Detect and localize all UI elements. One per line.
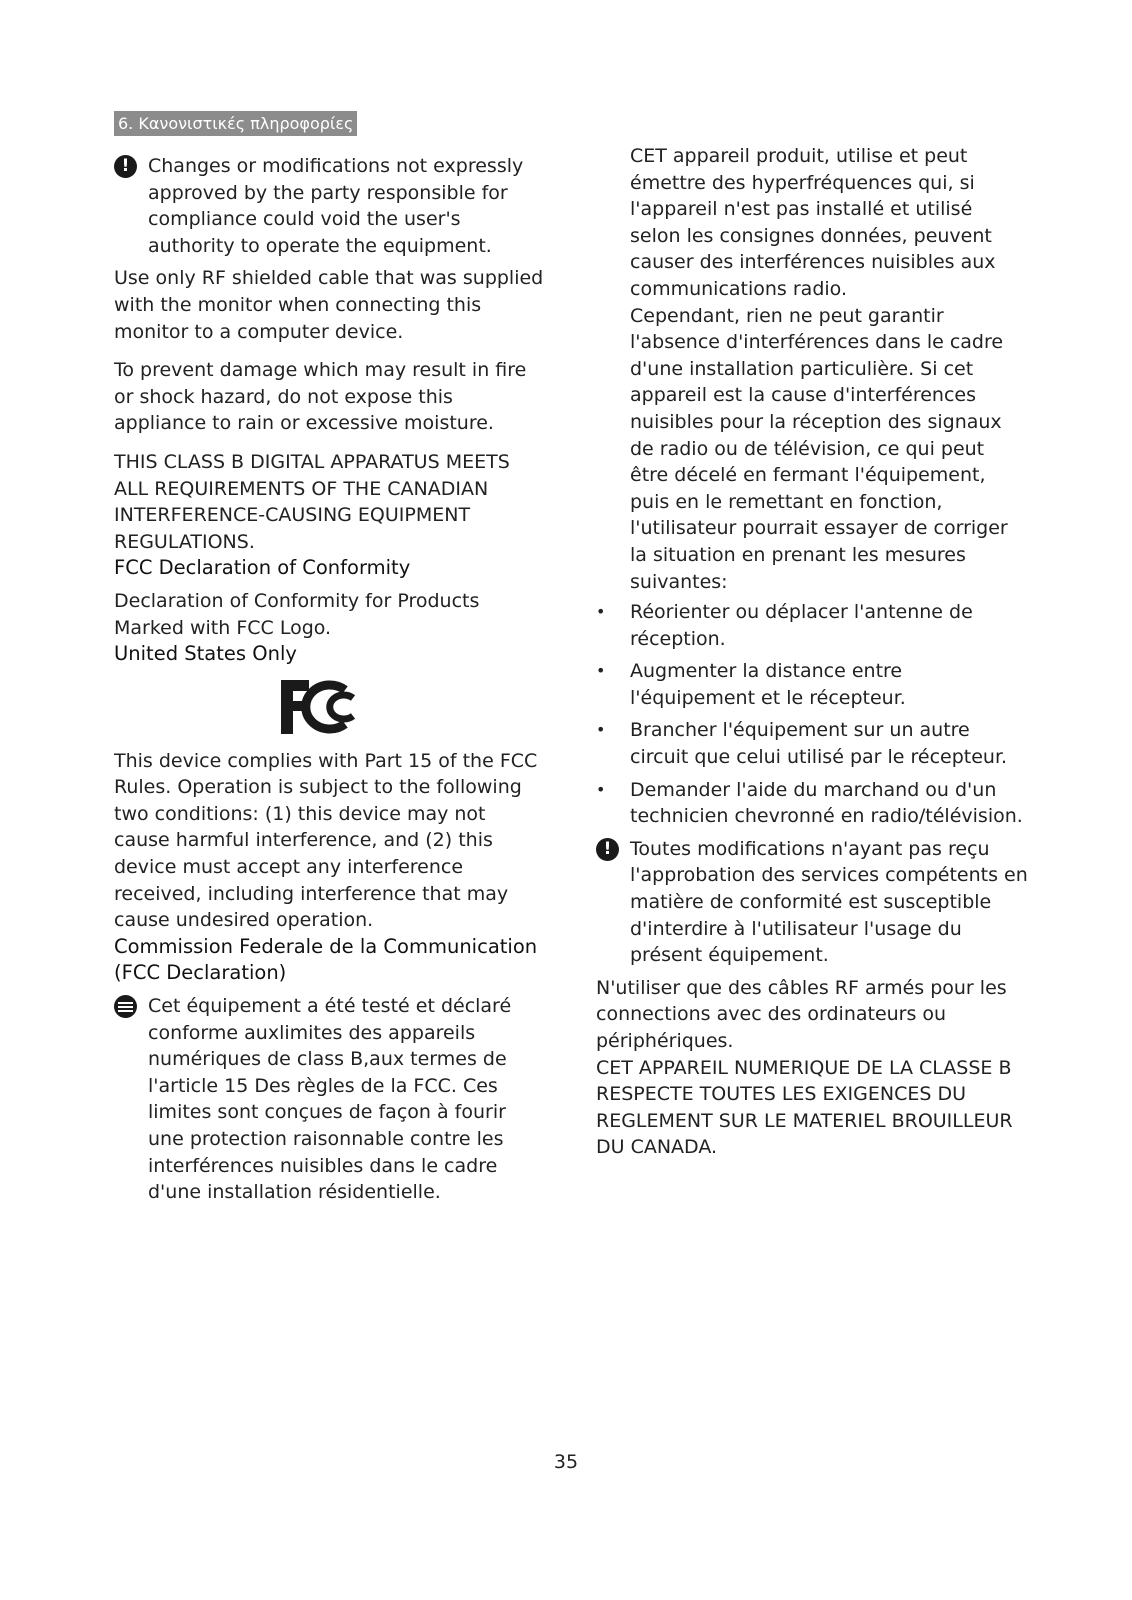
list-item-text: Réorienter ou déplacer l'antenne de réception. xyxy=(630,601,973,650)
part15-paragraph: This device complies with Part 15 of the FCC Rules. Operation is subject to the following two conditions: (1) this device may not cause harmful interference, and (2) this device must accept any interference received, including interference that may cause undesired operation. xyxy=(114,749,538,932)
section-tag: 6. Κανονιστικές πληροφορίες xyxy=(114,111,357,136)
class-b-paragraph: THIS CLASS B DIGITAL APPARATUS MEETS ALL REQUIREMENTS OF THE CANADIAN INTERFERENCE-CAUSING EQUIPMENT REGULATIONS. xyxy=(114,450,510,553)
cependant-paragraph: Cependant, rien ne peut garantir l'absence d'interférences dans le cadre d'une installation particulière. Si cet appareil est la cause d'interférences nuisibles pour la réception des signaux de radio ou de télévision, ce qui peut être décelé en fermant l'équipement, puis en le remettant en fonction, l'utilisateur pourrait essayer de corriger la situation en prenant les mesures suivantes: xyxy=(630,304,1008,593)
fcc-logo-icon xyxy=(279,676,363,738)
bullet-icon: • xyxy=(596,602,606,622)
fcc-declaration-paragraph: Declaration of Conformity for Products Marked with FCC Logo. xyxy=(114,589,480,639)
damage-paragraph: To prevent damage which may result in fire or shock hazard, do not expose this appliance to rain or excessive moisture. xyxy=(114,359,527,435)
note-icon xyxy=(114,995,137,1018)
warning-text-fr: Toutes modifications n'ayant pas reçu l'approbation des services compétents en matière de conformité est susceptible d'interdire à l'utilisateur l'usage du présent équipement. xyxy=(630,837,1028,967)
warning-icon: ! xyxy=(596,838,619,861)
cet-paragraph: CET appareil produit, utilise et peut émettre des hyperfréquences qui, si l'appareil n'est pas installé et utilisé selon les consignes données, peuvent causer des interférences nuisibles aux communications radio. xyxy=(630,145,996,300)
fcc-declaration-heading: FCC Declaration of Conformity xyxy=(114,556,411,580)
warning-text: Changes or modifications not expressly approved by the party responsible for compliance could void the user's authority to operate the equipment. xyxy=(148,155,524,257)
cable-paragraph: Use only RF shielded cable that was supplied with the monitor when connecting this monitor to a computer device. xyxy=(114,267,544,343)
page-number: 35 xyxy=(553,1451,579,1473)
list-item xyxy=(596,599,1028,652)
warning-icon: ! xyxy=(114,155,137,178)
list-item xyxy=(596,658,1028,711)
bullet-icon: • xyxy=(596,779,606,799)
note-notice xyxy=(114,993,546,1206)
cables-paragraph: N'utiliser que des câbles RF armés pour les connections avec des ordinateurs ou périphériques. xyxy=(596,976,1007,1052)
right-column xyxy=(596,143,1028,1161)
list-item-text: Demander l'aide du marchand ou d'un technicien chevronné en radio/télévision. xyxy=(630,778,1023,828)
list-item xyxy=(596,717,1028,770)
bullet-icon: • xyxy=(596,720,606,740)
commission-heading: Commission Federale de la Communication (FCC Declaration) xyxy=(114,934,538,985)
warning-notice xyxy=(114,153,546,259)
classe-b-paragraph: CET APPAREIL NUMERIQUE DE LA CLASSE B RESPECTE TOUTES LES EXIGENCES DU REGLEMENT SUR LE MATERIEL BROUILLEUR DU CANADA. xyxy=(596,1056,1013,1159)
warning-notice-fr xyxy=(596,836,1028,969)
list-item-text: Brancher l'équipement sur un autre circuit que celui utilisé par le récepteur. xyxy=(630,719,1008,769)
left-column xyxy=(114,153,546,1206)
us-only-heading: United States Only xyxy=(114,642,297,666)
list-item xyxy=(596,777,1028,830)
bullet-icon: • xyxy=(596,661,606,681)
note-text: Cet équipement a été testé et déclaré conforme auxlimites des appareils numériques de class B,aux termes de l'article 15 Des règles de la FCC. Ces limites sont conçues de façon à fourir une protection raisonnable contre les interférences nuisibles dans le cadre d'une installation résidentielle. xyxy=(148,995,512,1204)
list-item-text: Augmenter la distance entre l'équipement et le récepteur. xyxy=(630,660,906,709)
measures-list xyxy=(596,599,1028,830)
